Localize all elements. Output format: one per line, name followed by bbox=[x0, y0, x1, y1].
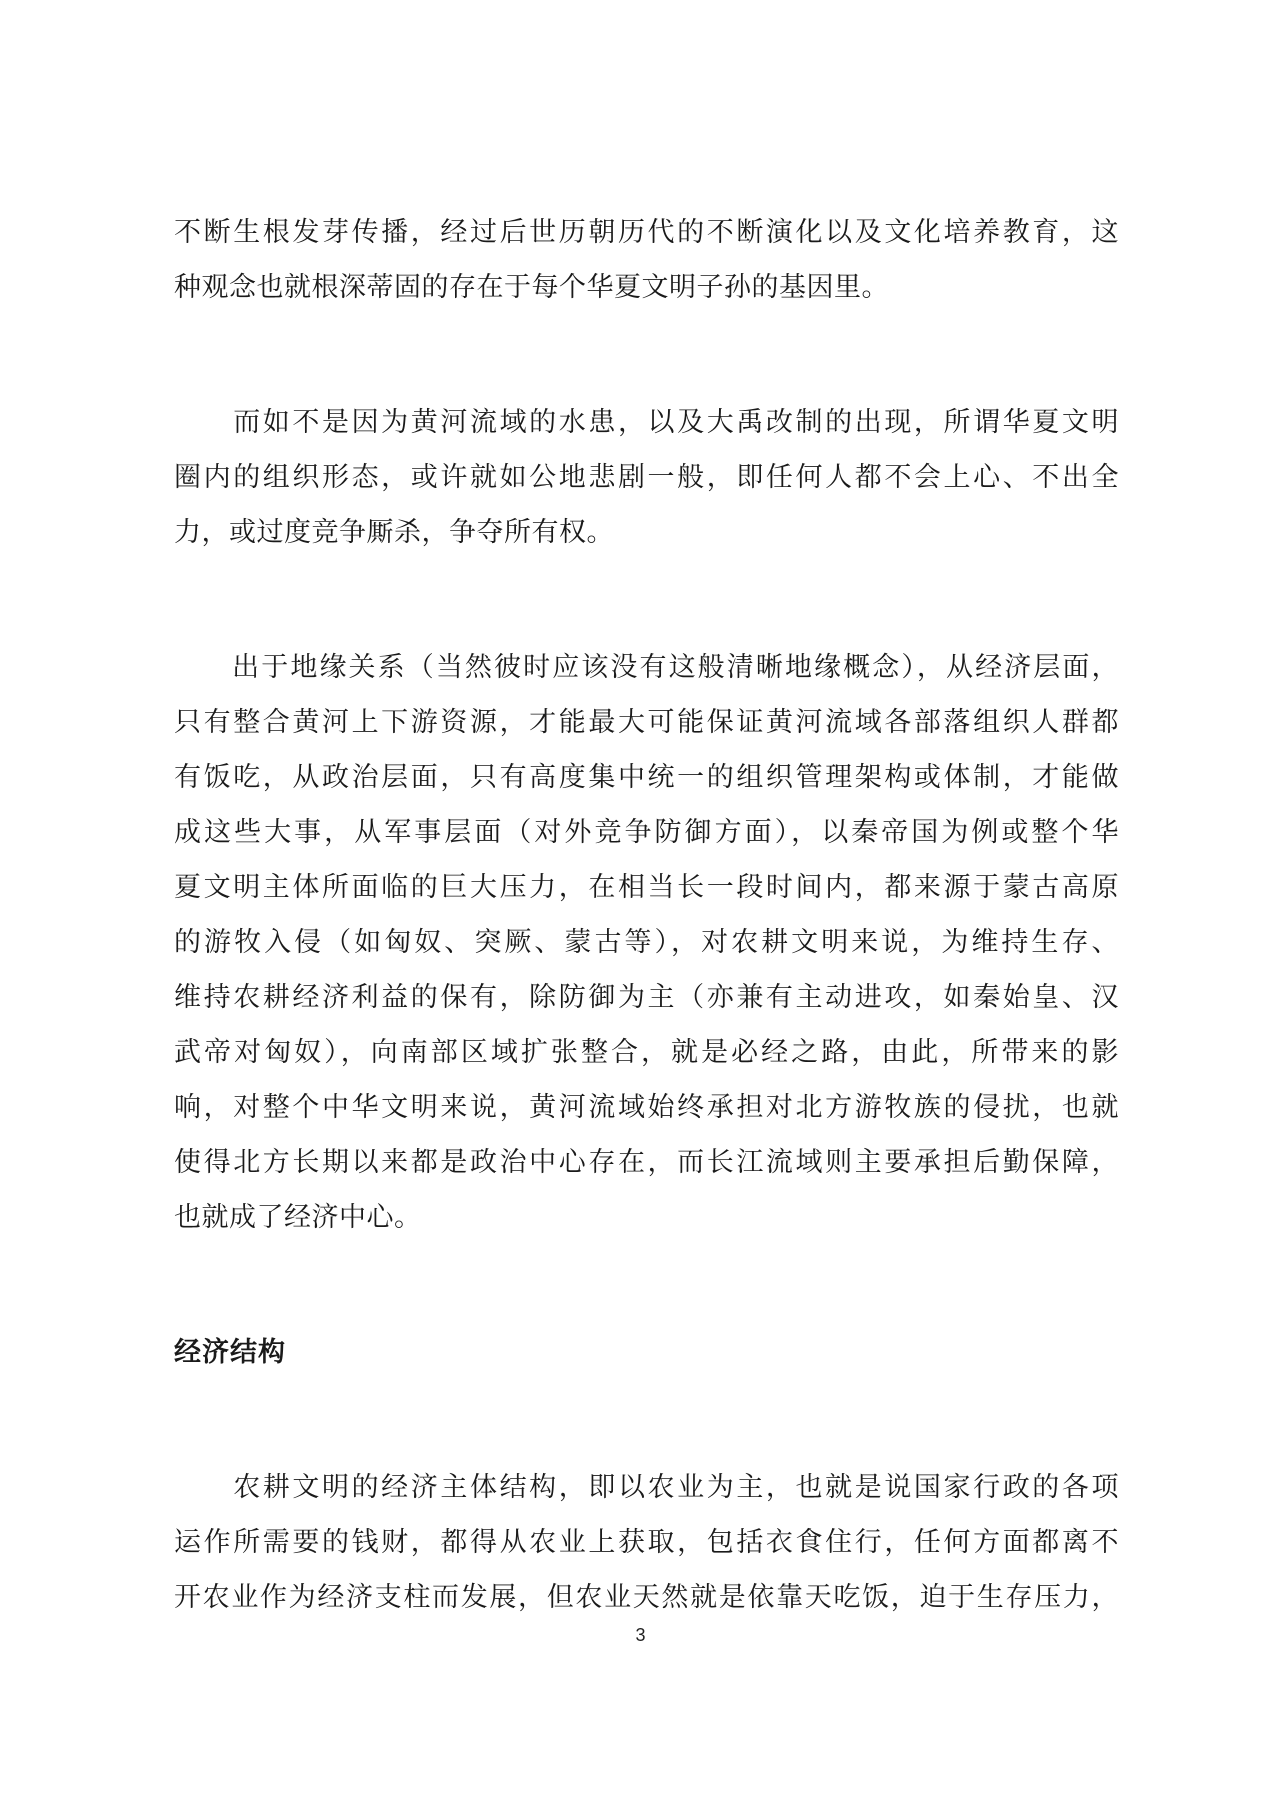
text-line: 有饭吃，从政治层面，只有高度集中统一的组织管理架构或体制，才能做 bbox=[174, 762, 1119, 793]
text-line: 开农业作为经济支柱而发展，但农业天然就是依靠天吃饭，迫于生存压力， bbox=[174, 1582, 1119, 1613]
text-line: 响，对整个中华文明来说，黄河流域始终承担对北方游牧族的侵扰，也就 bbox=[174, 1092, 1119, 1123]
paragraph-4 bbox=[174, 1460, 1119, 1625]
text-line: 的游牧入侵（如匈奴、突厥、蒙古等），对农耕文明来说，为维持生存、 bbox=[174, 927, 1119, 958]
text-line: 运作所需要的钱财，都得从农业上获取，包括衣食住行，任何方面都离不 bbox=[174, 1527, 1119, 1558]
paragraph-spacer bbox=[174, 1380, 1119, 1460]
text-line: 维持农耕经济利益的保有，除防御为主（亦兼有主动进攻，如秦始皇、汉 bbox=[174, 982, 1119, 1013]
text-line: 出于地缘关系（当然彼时应该没有这般清晰地缘概念），从经济层面， bbox=[174, 652, 1119, 683]
paragraph-spacer bbox=[174, 315, 1119, 395]
text-line: 使得北方长期以来都是政治中心存在，而长江流域则主要承担后勤保障， bbox=[174, 1147, 1119, 1178]
section-heading: 经济结构 bbox=[174, 1337, 286, 1368]
text-line: 夏文明主体所面临的巨大压力，在相当长一段时间内，都来源于蒙古高原 bbox=[174, 872, 1119, 903]
paragraph-1 bbox=[174, 205, 1119, 315]
page-content bbox=[174, 205, 1119, 1625]
text-line: 成这些大事，从军事层面（对外竞争防御方面），以秦帝国为例或整个华 bbox=[174, 817, 1119, 848]
text-line: 武帝对匈奴），向南部区域扩张整合，就是必经之路，由此，所带来的影 bbox=[174, 1037, 1119, 1068]
text-line: 种观念也就根深蒂固的存在于每个华夏文明子孙的基因里。 bbox=[174, 272, 889, 303]
paragraph-spacer bbox=[174, 1245, 1119, 1325]
text-line: 圈内的组织形态，或许就如公地悲剧一般，即任何人都不会上心、不出全 bbox=[174, 462, 1119, 493]
page-number: 3 bbox=[635, 1625, 646, 1645]
text-line: 农耕文明的经济主体结构，即以农业为主，也就是说国家行政的各项 bbox=[174, 1472, 1119, 1503]
text-line: 而如不是因为黄河流域的水患，以及大禹改制的出现，所谓华夏文明 bbox=[174, 407, 1119, 438]
text-line: 力，或过度竞争厮杀，争夺所有权。 bbox=[174, 517, 614, 548]
text-line: 不断生根发芽传播，经过后世历朝历代的不断演化以及文化培养教育，这 bbox=[174, 217, 1119, 248]
paragraph-3 bbox=[174, 640, 1119, 1245]
paragraph-2 bbox=[174, 395, 1119, 560]
text-line: 只有整合黄河上下游资源，才能最大可能保证黄河流域各部落组织人群都 bbox=[174, 707, 1119, 738]
text-line: 也就成了经济中心。 bbox=[174, 1202, 422, 1233]
paragraph-spacer bbox=[174, 560, 1119, 640]
